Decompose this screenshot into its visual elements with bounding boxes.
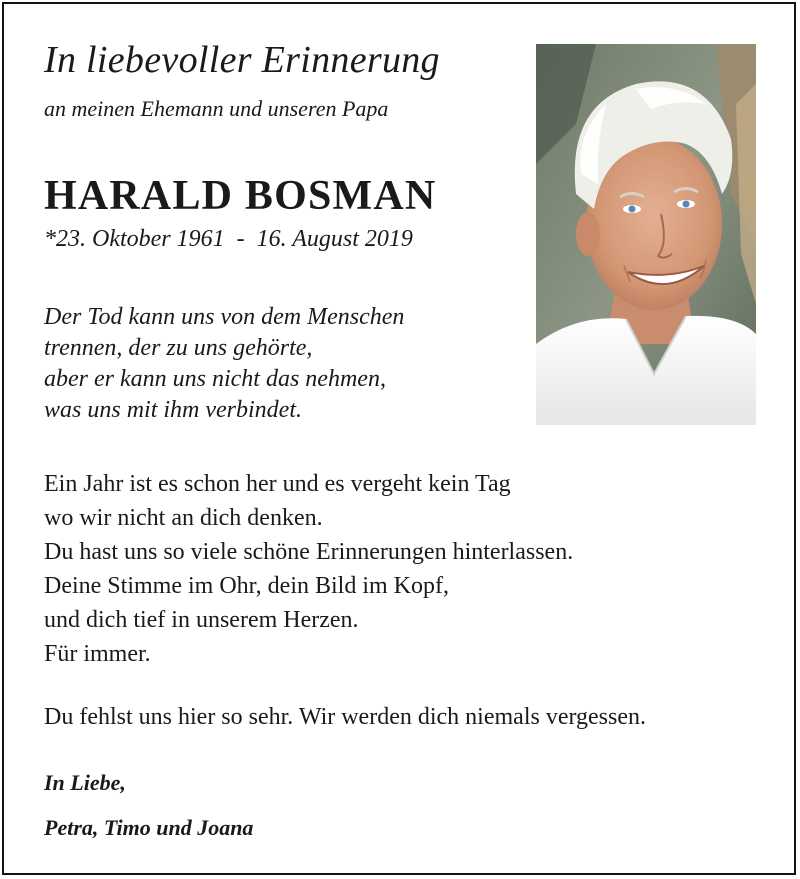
signature-names: Petra, Timo und Joana xyxy=(44,815,254,840)
closing-line: Du fehlst uns hier so sehr. Wir werden dich niemals vergessen. xyxy=(44,704,647,730)
portrait-photo xyxy=(536,44,756,425)
message-line: und dich tief in unserem Herzen. xyxy=(44,607,359,633)
message-line: Du hast uns so viele schöne Erinnerungen hinterlassen. xyxy=(44,539,574,565)
header-subtitle: an meinen Ehemann und unseren Papa xyxy=(44,96,389,121)
message-line: Deine Stimme im Ohr, dein Bild im Kopf, xyxy=(44,573,449,599)
portrait-illustration xyxy=(536,44,756,425)
memorial-quote xyxy=(44,302,404,426)
deceased-name: HARALD BOSMAN xyxy=(44,173,437,219)
quote-line: Der Tod kann uns von dem Menschen xyxy=(44,304,405,330)
quote-line: trennen, der zu uns gehörte, xyxy=(44,335,313,361)
signature-intro: In Liebe, xyxy=(44,770,126,795)
message-line: Ein Jahr ist es schon her und es vergeht kein Tag xyxy=(44,471,511,497)
message-line: wo wir nicht an dich denken. xyxy=(44,505,323,531)
quote-line: was uns mit ihm verbindet. xyxy=(44,397,302,423)
quote-line: aber er kann uns nicht das nehmen, xyxy=(44,366,386,392)
life-dates: *23. Oktober 1961 - 16. August 2019 xyxy=(44,226,413,252)
message-line: Für immer. xyxy=(44,641,151,667)
memorial-message xyxy=(44,467,573,671)
header-title: In liebevoller Erinnerung xyxy=(44,39,440,81)
